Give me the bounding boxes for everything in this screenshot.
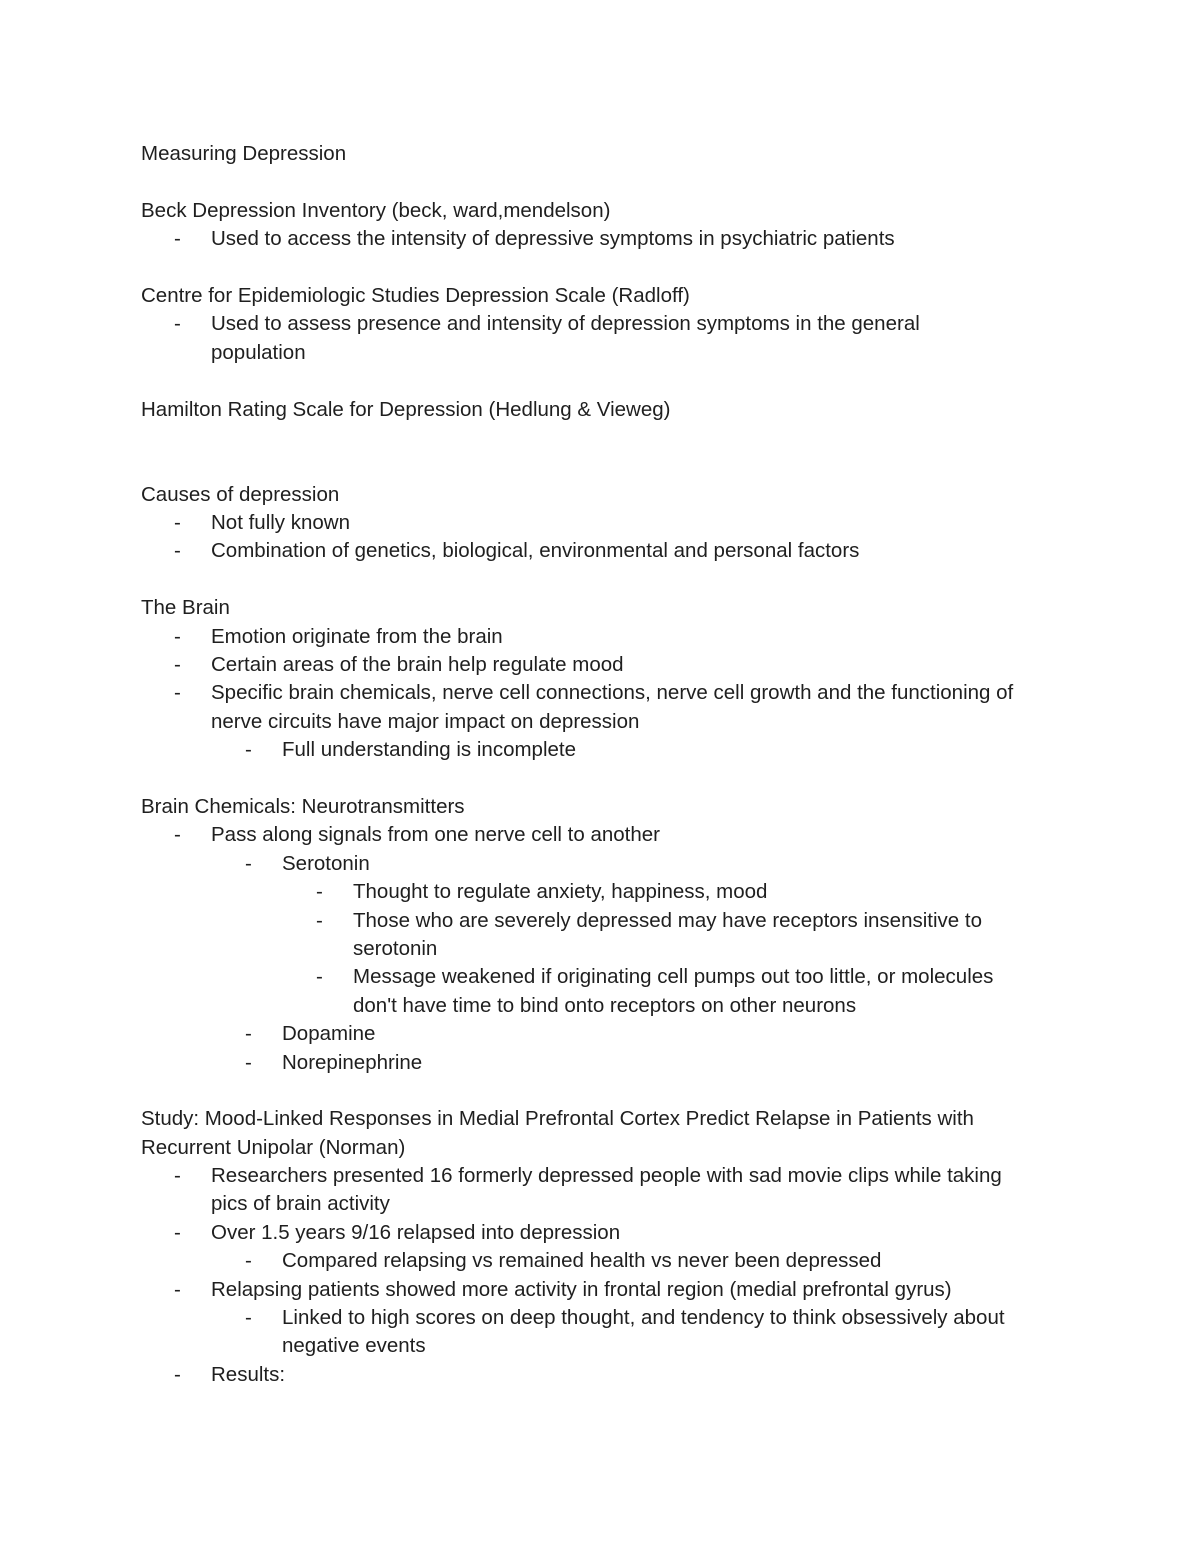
bullet-item — [141, 623, 1071, 651]
bullet-text: Message weakened if originating cell pumps out too little, or molecules — [353, 965, 994, 989]
sub-bullet-item — [141, 1247, 1071, 1275]
bullet-dash: - — [174, 1362, 181, 1386]
section-heading: Brain Chemicals: Neurotransmitters — [141, 794, 465, 818]
sub-sub-bullet-item — [141, 963, 1071, 991]
bullet-item — [141, 310, 1071, 338]
spacer — [141, 424, 1071, 452]
sub-sub-bullet-item — [141, 878, 1071, 906]
bullet-continuation — [141, 339, 1071, 367]
bullet-text: Over 1.5 years 9/16 relapsed into depression — [211, 1220, 621, 1244]
bullet-item — [141, 679, 1071, 707]
spacer — [141, 367, 1071, 395]
bullet-text: Certain areas of the brain help regulate mood — [211, 653, 624, 677]
bullet-dash: - — [174, 823, 181, 847]
spacer — [141, 452, 1071, 480]
section-heading-continuation: Recurrent Unipolar (Norman) — [141, 1135, 406, 1159]
bullet-text: Norepinephrine — [282, 1050, 423, 1074]
spacer — [141, 566, 1071, 594]
sub-bullet-item — [141, 1020, 1071, 1048]
bullet-text: Researchers presented 16 formerly depressed people with sad movie clips while taking — [211, 1164, 1002, 1188]
bullet-dash: - — [174, 511, 181, 535]
bullet-continuation — [141, 1332, 1071, 1360]
bullet-dash: - — [245, 851, 252, 875]
bullet-text: serotonin — [353, 936, 438, 960]
bullet-item — [141, 225, 1071, 253]
bullet-dash: - — [245, 1022, 252, 1046]
bullet-dash: - — [174, 624, 181, 648]
bullet-item — [141, 651, 1071, 679]
bullet-continuation — [141, 708, 1071, 736]
bullet-dash: - — [316, 965, 323, 989]
bullet-item — [141, 1219, 1071, 1247]
bullet-item — [141, 1276, 1071, 1304]
bullet-dash: - — [174, 681, 181, 705]
bullet-text: nerve circuits have major impact on depression — [211, 709, 640, 733]
sub-bullet-item — [141, 1304, 1071, 1332]
bullet-text: Used to assess presence and intensity of depression symptoms in the general — [211, 312, 920, 336]
bullet-text: Pass along signals from one nerve cell to another — [211, 823, 660, 847]
bullet-dash: - — [245, 1249, 252, 1273]
bullet-dash: - — [174, 653, 181, 677]
bullet-dash: - — [316, 908, 323, 932]
bullet-text: negative events — [282, 1334, 426, 1358]
bullet-text: Serotonin — [282, 851, 370, 875]
bullet-text: Results: — [211, 1362, 286, 1386]
bullet-text: Combination of genetics, biological, environmental and personal factors — [211, 539, 860, 563]
bullet-dash: - — [174, 1164, 181, 1188]
sub-bullet-item — [141, 736, 1071, 764]
spacer — [141, 168, 1071, 196]
sub-sub-bullet-item — [141, 907, 1071, 935]
bullet-dash: - — [245, 1306, 252, 1330]
section-heading: Study: Mood-Linked Responses in Medial Prefrontal Cortex Predict Relapse in Patients with — [141, 1107, 974, 1131]
section-heading: Causes of depression — [141, 482, 340, 506]
bullet-text: Those who are severely depressed may have receptors insensitive to — [353, 908, 982, 932]
bullet-dash: - — [174, 1277, 181, 1301]
bullet-text: Thought to regulate anxiety, happiness, mood — [353, 880, 768, 904]
spacer — [141, 765, 1071, 793]
bullet-item — [141, 821, 1071, 849]
bullet-text: Specific brain chemicals, nerve cell connections, nerve cell growth and the functioning of — [211, 681, 1014, 705]
section-heading: Centre for Epidemiologic Studies Depression Scale (Radloff) — [141, 283, 690, 307]
bullet-item — [141, 537, 1071, 565]
bullet-continuation — [141, 992, 1071, 1020]
bullet-text: Dopamine — [282, 1022, 376, 1046]
bullet-text: don't have time to bind onto receptors on other neurons — [353, 993, 857, 1017]
document-body — [141, 140, 1071, 1389]
bullet-continuation — [141, 935, 1071, 963]
spacer — [141, 254, 1071, 282]
section-heading: Hamilton Rating Scale for Depression (Hedlung & Vieweg) — [141, 397, 671, 421]
section-heading: Measuring Depression — [141, 142, 347, 165]
bullet-dash: - — [316, 880, 323, 904]
bullet-text: Relapsing patients showed more activity in frontal region (medial prefrontal gyrus) — [211, 1277, 952, 1301]
bullet-item — [141, 1162, 1071, 1190]
bullet-text: Linked to high scores on deep thought, and tendency to think obsessively about — [282, 1306, 1005, 1330]
section-heading: Beck Depression Inventory (beck, ward,mendelson) — [141, 198, 611, 222]
bullet-dash: - — [245, 738, 252, 762]
bullet-text: Not fully known — [211, 511, 351, 535]
bullet-text: Full understanding is incomplete — [282, 738, 576, 762]
bullet-continuation — [141, 1190, 1071, 1218]
bullet-item — [141, 509, 1071, 537]
section-heading: The Brain — [141, 596, 230, 620]
bullet-text: Compared relapsing vs remained health vs never been depressed — [282, 1249, 882, 1273]
bullet-text: pics of brain activity — [211, 1192, 390, 1216]
bullet-text: Emotion originate from the brain — [211, 624, 503, 648]
bullet-dash: - — [174, 312, 181, 336]
bullet-text: Used to access the intensity of depressive symptoms in psychiatric patients — [211, 227, 895, 251]
bullet-text: population — [211, 340, 306, 364]
bullet-dash: - — [174, 1220, 181, 1244]
bullet-dash: - — [174, 227, 181, 251]
bullet-item — [141, 1361, 1071, 1389]
sub-bullet-item — [141, 1049, 1071, 1077]
bullet-dash: - — [174, 539, 181, 563]
spacer — [141, 1077, 1071, 1105]
bullet-dash: - — [245, 1050, 252, 1074]
sub-bullet-item — [141, 850, 1071, 878]
